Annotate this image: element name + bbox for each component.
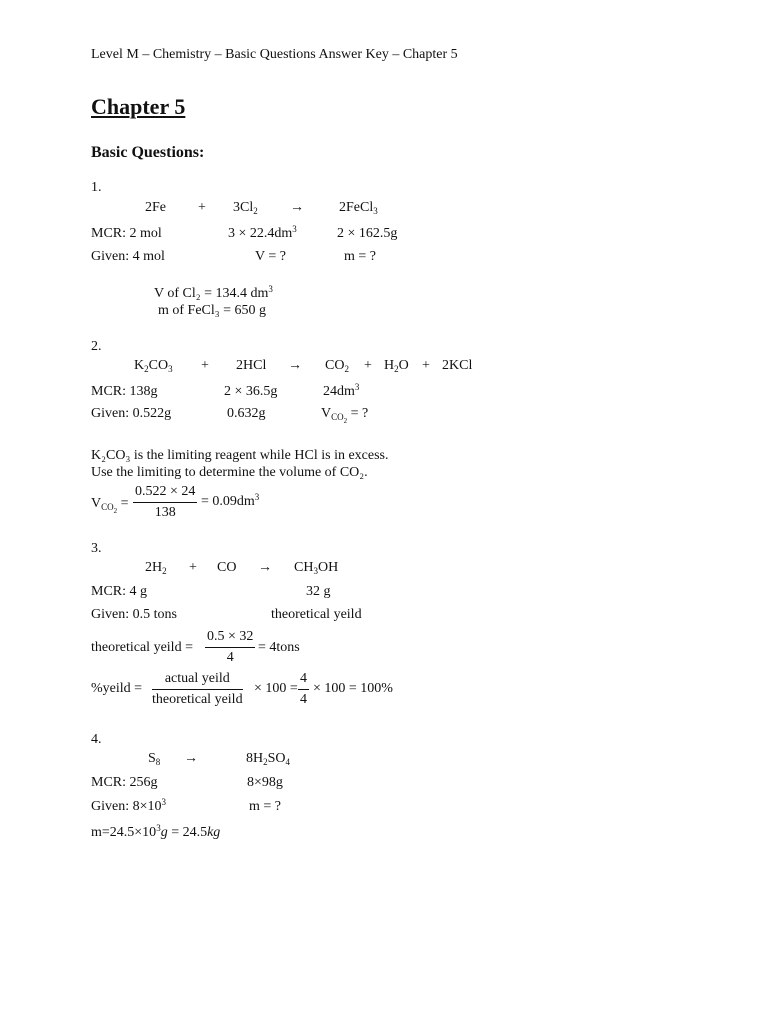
fraction-numerator: 0.5 × 32 [205,630,255,648]
given-yield: theoretical yeild [271,607,362,622]
plus-sign: + [198,200,206,215]
reactant-cl2: $3Cl_2$ [233,200,258,216]
yield-fraction [205,630,255,665]
product-fecl3: 2FeCl$_3$ [339,200,378,216]
reaction-arrow: → [184,751,198,766]
reactant-fe: 2Fe [145,200,166,215]
reaction-arrow: → [288,358,302,373]
product-kcl: 2KCl [442,358,473,373]
reactant-s8: $S_8$ [148,751,161,767]
fraction-denominator: 4 [226,650,234,665]
mcr-label: MCR: 4 g [91,584,148,599]
plus-sign: + [364,358,372,373]
final-result: $m=24.5\times 10^3g = 24.5kg$ [91,823,221,840]
plus-sign: + [422,358,430,373]
percent-yield-result: × 100 = 100% [313,681,393,696]
fraction-denominator: 138 [154,505,176,520]
mcr-ch3oh: 32 g [306,584,331,599]
fraction-numerator: 0.522 × 24 [133,485,197,503]
product-ch3oh: $CH_3OH$ [294,560,339,576]
given-label: Given: 0.522g [91,406,172,421]
given-label: Given: $8\times 10^3$ [91,797,166,814]
reaction-arrow: → [290,200,304,215]
fraction-denominator: theoretical yeild [152,692,243,707]
question-number: 4. [91,732,102,747]
fraction-denominator: 4 [300,692,307,707]
plus-sign: + [201,358,209,373]
percent-yield-label: %yeild = [91,681,143,696]
note-line: Use the limiting to determine the volume of CO₂. [91,465,368,480]
mcr-label: MCR: 138g [91,384,158,399]
volume-result: = $0.09dm^3$ [201,492,260,509]
reactant-h2: $2H_2$ [145,560,167,576]
mcr-co2: $24dm^3$ [323,382,360,399]
given-label: Given: 4 mol [91,249,165,264]
mcr-hcl: 2 × 36.5g [224,384,278,399]
times-hundred: × 100 = [254,681,298,696]
mcr-cl2: $3 \times 22.4dm^3$ [228,224,297,241]
product-co2: $CO_2$ [325,358,349,374]
plus-sign: + [189,560,197,575]
reactant-hcl: 2HCl [236,358,267,373]
answer-mass: m of FeCl₃ = 650 g [158,303,267,318]
mcr-h2so4: 8×98g [247,775,283,790]
note-line: K₂CO₃ is the limiting reagent while HCl is in excess. [91,448,389,463]
given-mass: m = ? [249,799,281,814]
fraction-numerator: actual yeild [152,672,243,690]
ratio-fraction [298,672,309,707]
product-h2o: $H_2O$ [384,358,409,374]
reaction-arrow: → [258,560,272,575]
mcr-label: MCR: 256g [91,775,158,790]
theoretical-yield-label: theoretical yeild = [91,640,193,655]
volume-fraction [133,485,197,520]
question-number: 2. [91,339,102,354]
mcr-label: MCR: 2 mol [91,226,162,241]
question-number: 3. [91,541,102,556]
answer-volume: V of Cl₂ = 134.4 $dm^3$ [154,284,273,301]
given-label: Given: 0.5 tons [91,607,177,622]
volume-symbol: $V_{CO_2}$ = [91,496,129,515]
percent-yield-fraction [152,672,243,707]
section-heading: Basic Questions: [91,144,205,161]
given-volume: $V_{CO_2}$ = ? [321,406,369,425]
given-volume: V = ? [255,249,286,264]
reactant-co: CO [217,560,237,575]
fraction-numerator: 4 [298,672,309,690]
mcr-fecl3: 2 × 162.5g [337,226,398,241]
given-mass: m = ? [344,249,376,264]
reactant-k2co3: $K_2CO_3$ [134,358,173,374]
theoretical-yield-result: = 4tons [258,640,300,655]
given-hcl: 0.632g [227,406,266,421]
question-number: 1. [91,180,102,195]
running-header: Level M – Chemistry – Basic Questions Answer Key – Chapter 5 [91,47,458,62]
chapter-title: Chapter 5 [91,94,186,119]
product-h2so4: $8H_2SO_4$ [246,751,291,767]
